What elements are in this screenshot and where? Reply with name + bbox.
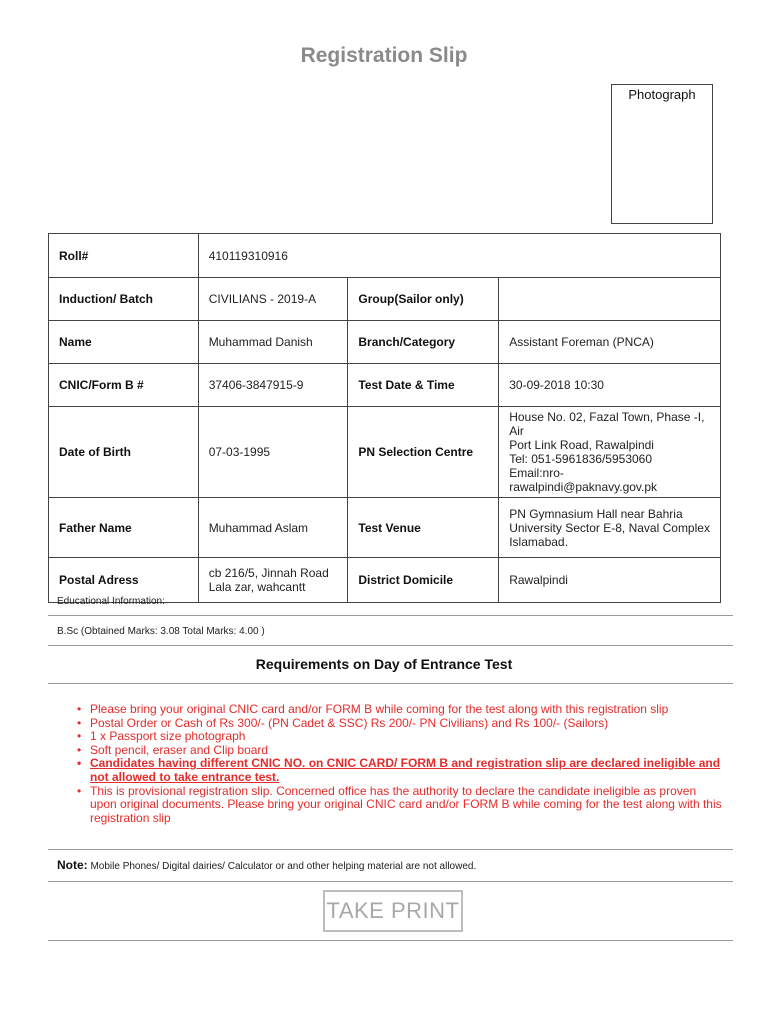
- education-label: Educational Information:: [57, 596, 165, 607]
- test-date-value: 30-09-2018 10:30: [499, 364, 721, 407]
- branch-value: Assistant Foreman (PNCA): [499, 321, 721, 364]
- registration-details-table: [48, 233, 721, 603]
- cnic-value: 37406-3847915-9: [198, 364, 348, 407]
- selection-centre-value: [499, 407, 721, 498]
- note-text: Mobile Phones/ Digital dairies/ Calculator or and other helping material are not allowed.: [90, 861, 477, 872]
- name-value: Muhammad Danish: [198, 321, 348, 364]
- group-label: Group(Sailor only): [348, 278, 499, 321]
- table-row: [49, 278, 721, 321]
- venue-line: Islamabad.: [509, 534, 568, 549]
- divider: [48, 940, 733, 941]
- roll-label: Roll#: [49, 234, 199, 278]
- photograph-label: Photograph: [628, 87, 696, 102]
- test-date-label: Test Date & Time: [348, 364, 499, 407]
- table-row: [49, 234, 721, 278]
- name-label: Name: [49, 321, 199, 364]
- venue-line: University Sector E-8, Naval Complex: [509, 520, 710, 535]
- father-name-label: Father Name: [49, 498, 199, 558]
- requirements-title: Requirements on Day of Entrance Test: [255, 656, 513, 672]
- table-row: [49, 364, 721, 407]
- photograph-box: [611, 84, 713, 224]
- postal-line: cb 216/5, Jinnah Road: [208, 566, 329, 580]
- postal-address-label: Postal Adress: [49, 558, 199, 603]
- induction-value: CIVILIANS - 2019-A: [198, 278, 348, 321]
- test-venue-value: [499, 498, 721, 558]
- table-row: [49, 498, 721, 558]
- selection-centre-label: PN Selection Centre: [348, 407, 499, 498]
- divider: [48, 615, 733, 616]
- divider: [48, 881, 733, 882]
- postal-address-value: [198, 558, 348, 603]
- divider: [48, 683, 733, 684]
- test-venue-label: Test Venue: [348, 498, 499, 558]
- district-domicile-label: District Domicile: [348, 558, 499, 603]
- note: [57, 858, 476, 872]
- table-row: [49, 407, 721, 498]
- requirements-list: [76, 703, 726, 825]
- dob-value: 07-03-1995: [198, 407, 348, 498]
- requirement-item: • Please bring your original CNIC card and/or FORM B while coming for the test along with this registration slip: [76, 703, 726, 717]
- father-name-value: Muhammad Aslam: [198, 498, 348, 558]
- page-title: Registration Slip: [300, 44, 468, 67]
- requirement-item: • Soft pencil, eraser and Clip board: [76, 744, 726, 758]
- branch-label: Branch/Category: [348, 321, 499, 364]
- requirement-item: • This is provisional registration slip. Concerned office has the authority to declare the candidate ineligible as proven upon original documents. Please bring your original CNIC card and/or FORM B while coming for the test along with this registration slip: [76, 785, 726, 826]
- requirement-item: • 1 x Passport size photograph: [76, 730, 726, 744]
- induction-label: Induction/ Batch: [49, 278, 199, 321]
- divider: [48, 849, 733, 850]
- centre-line: Email:nro-rawalpindi@paknavy.gov.pk: [509, 466, 658, 494]
- cnic-label: CNIC/Form B #: [49, 364, 199, 407]
- requirement-item: • Postal Order or Cash of Rs 300/- (PN Cadet & SSC) Rs 200/- PN Civilians) and Rs 100/- (Sailors): [76, 717, 726, 731]
- requirement-item-warning: • Candidates having different CNIC NO. on CNIC CARD/ FORM B and registration slip are declared ineligible and not allowed to take entrance test.: [76, 757, 726, 784]
- table-row: [49, 321, 721, 364]
- venue-line: PN Gymnasium Hall near Bahria: [509, 506, 683, 521]
- district-domicile-value: Rawalpindi: [499, 558, 721, 603]
- dob-label: Date of Birth: [49, 407, 199, 498]
- note-label: Note:: [57, 858, 88, 872]
- centre-line: Port Link Road, Rawalpindi: [509, 438, 654, 452]
- education-value: B.Sc (Obtained Marks: 3.08 Total Marks: 4.00 ): [57, 626, 265, 637]
- centre-line: House No. 02, Fazal Town, Phase -I, Air: [509, 410, 705, 438]
- postal-line: Lala zar, wahcantt: [208, 580, 306, 594]
- group-value: [499, 278, 721, 321]
- divider: [48, 645, 733, 646]
- take-print-button[interactable]: TAKE PRINT: [323, 890, 463, 932]
- roll-value: 410119310916: [198, 234, 720, 278]
- centre-line: Tel: 051-5961836/5953060: [509, 452, 653, 466]
